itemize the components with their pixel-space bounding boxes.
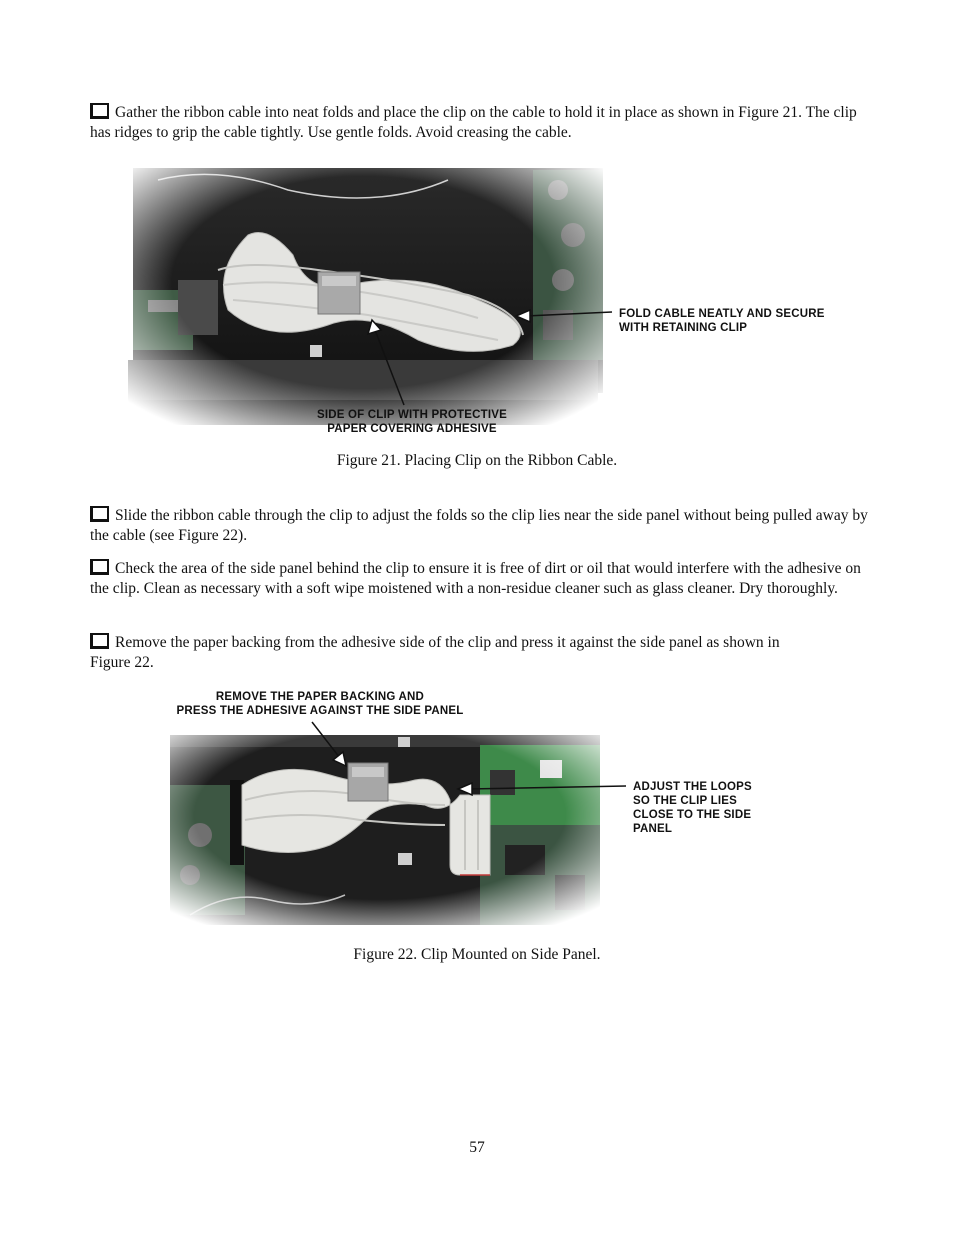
figure-22-remove-callout: REMOVE THE PAPER BACKING AND PRESS THE ADHESIVE AGAINST THE SIDE PANEL bbox=[176, 691, 464, 717]
figure-21-caption: Figure 21. Placing Clip on the Ribbon Cable. bbox=[336, 452, 618, 469]
figure-22-caption: Figure 22. Clip Mounted on Side Panel. bbox=[353, 946, 601, 963]
page-number: 57 bbox=[469, 1139, 485, 1156]
figure-22-adjust-callout: ADJUST THE LOOPS SO THE CLIP LIES CLOSE TO THE SIDE PANEL bbox=[633, 781, 752, 835]
remove-callout-arrow bbox=[312, 722, 340, 758]
figure-21-fold-callout: FOLD CABLE NEATLY AND SECURE WITH RETAINING CLIP bbox=[619, 308, 825, 334]
step-2-text: Slide the ribbon cable through the clip to adjust the folds so the clip lies near the side panel without being pulled away by the cable (see Figure 22). bbox=[90, 507, 868, 544]
figure-21-side-callout: SIDE OF CLIP WITH PROTECTIVE PAPER COVERING ADHESIVE bbox=[316, 409, 508, 435]
step-3-text: Check the area of the side panel behind the clip to ensure it is free of dirt or oil that would interfere with the adhesive on the clip. Clean as necessary with a soft wipe moistened with a non-residue cleaner such as glass cleaner. Dry thoroughly. bbox=[90, 560, 861, 597]
step-4-text: Remove the paper backing from the adhesive side of the clip and press it against the side panel as shown in Figure 22. bbox=[90, 634, 780, 671]
step-1-text: Gather the ribbon cable into neat folds and place the clip on the cable to hold it in place as shown in Figure 21. The clip has ridges to grip the cable tightly. Use gentle folds. Avoid creasing the cable. bbox=[90, 104, 857, 141]
adjust-callout-arrow bbox=[468, 786, 626, 789]
